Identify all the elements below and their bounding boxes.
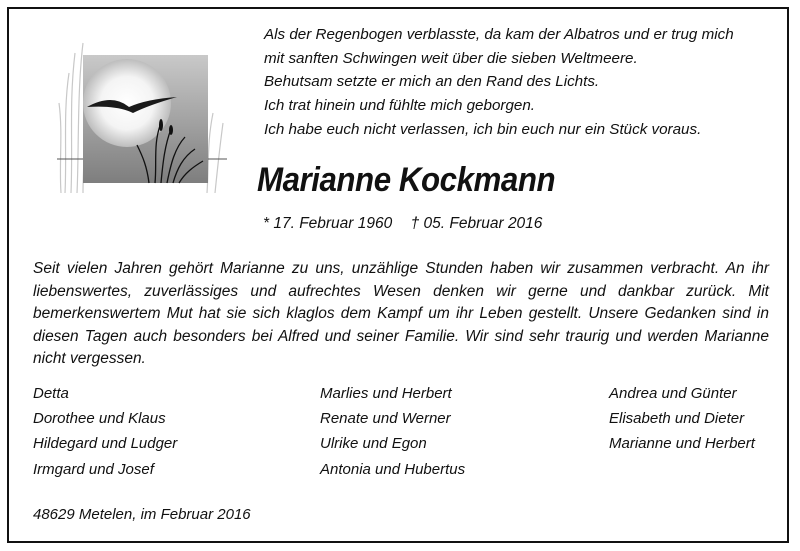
mourner-name: Dorothee und Klaus [33, 410, 166, 428]
mourner-name: Detta [33, 385, 69, 402]
mourners-column-2 [320, 381, 465, 482]
mourner-name: Marlies und Herbert [320, 385, 452, 402]
place-and-date: 48629 Metelen, im Februar 2016 [33, 506, 251, 523]
deceased-name: Marianne Kockmann [257, 161, 556, 199]
obituary-card [7, 7, 789, 543]
mourners-column-3 [609, 381, 755, 457]
poem-line: Als der Regenbogen verblasste, da kam der Albatros und er trug mich [264, 26, 734, 43]
birth-date: * 17. Februar 1960 [263, 215, 393, 232]
death-date: † 05. Februar 2016 [410, 215, 543, 232]
mourner-name: Andrea und Günter [609, 385, 737, 402]
poem [264, 23, 784, 142]
mourner-name: Renate und Werner [320, 410, 451, 428]
mourner-name: Hildegard und Ludger [33, 435, 178, 453]
mourner-name: Ulrike und Egon [320, 435, 427, 453]
poem-line: Ich habe euch nicht verlassen, ich bin euch nur ein Stück voraus. [264, 120, 702, 138]
poem-line: Ich trat hinein und fühlte mich geborgen. [264, 97, 536, 115]
poem-line: mit sanften Schwingen weit über die sieben Weltmeere. [264, 49, 638, 67]
life-dates [263, 215, 542, 233]
mourner-name: Marianne und Herbert [609, 435, 755, 453]
mourner-name: Elisabeth und Dieter [609, 410, 745, 428]
albatross-sunset-illustration [57, 33, 227, 195]
poem-line: Behutsam setzte er mich an den Rand des Lichts. [264, 73, 600, 91]
mourners-column-1 [33, 381, 177, 482]
mourner-name: Antonia und Hubertus [320, 460, 466, 478]
mourner-name: Irmgard und Josef [33, 460, 154, 478]
message-paragraph: Seit vielen Jahren gehört Marianne zu uns, unzählige Stunden haben wir zusammen verbracht. An ihr liebenswertes, zuverlässiges und aufrechtes Wesen denken wir gerne und dankbar zurück. Mit bemerkenswertem Mut hat sie sich klaglos dem Kampf um ihr Leben gestellt. Unsere Gedanken sind in diesen Tagen auch besonders bei Alfred und seiner Familie. Wir sind sehr traurig und werden Marianne nicht vergessen. [33, 260, 769, 367]
